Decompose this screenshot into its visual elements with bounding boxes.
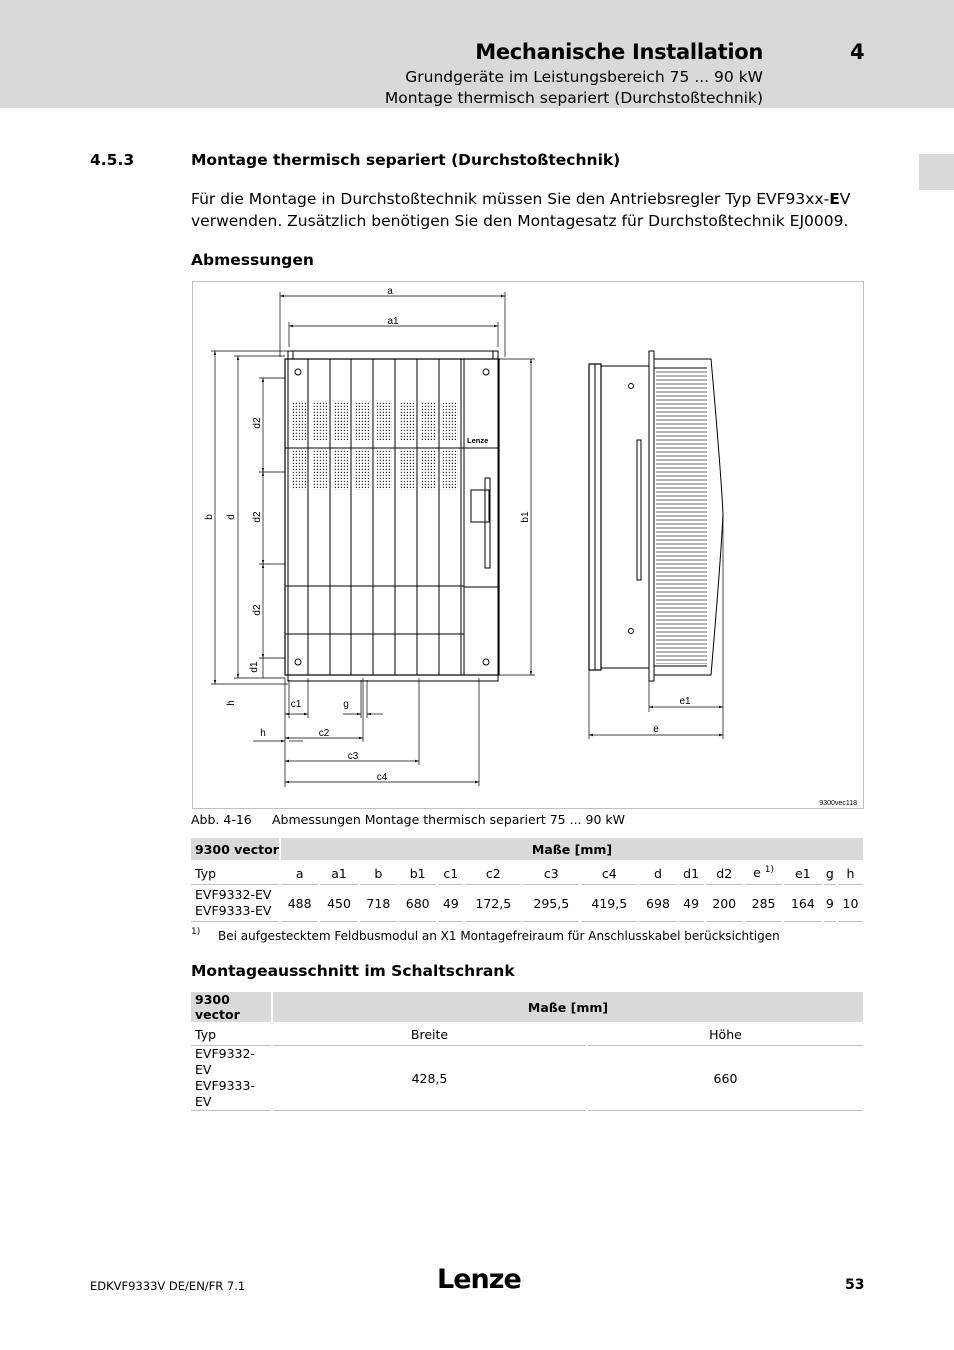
device-brand-label: Lenze bbox=[467, 436, 489, 445]
table-col-e1: e1 bbox=[784, 862, 821, 885]
dim-label-e1: e1 bbox=[679, 696, 691, 707]
dim-label-b: b bbox=[204, 514, 215, 520]
table-typ-label: Typ bbox=[191, 862, 279, 885]
cutout-type-line-1: EVF9332-EV bbox=[195, 1046, 255, 1077]
footnote-mark: 1) bbox=[191, 927, 201, 937]
table-col-d2: d2 bbox=[706, 862, 743, 885]
page-subtitle-2: Montage thermisch separiert (Durchstoßtechnik) bbox=[384, 89, 763, 107]
dim-label-h-side: h bbox=[226, 700, 237, 706]
dim-label-a: a bbox=[387, 286, 393, 297]
figure-caption-text: Abmessungen Montage thermisch separiert 75 ... 90 kW bbox=[272, 812, 625, 827]
table-row bbox=[191, 885, 863, 922]
table-col-c1: c1 bbox=[438, 862, 463, 885]
table-col-g: g bbox=[824, 862, 836, 885]
table-col-b: b bbox=[360, 862, 397, 885]
value-d2: 200 bbox=[706, 885, 743, 922]
section-number: 4.5.3 bbox=[90, 151, 135, 169]
section-title: Montage thermisch separiert (Durchstoßtechnik) bbox=[191, 151, 621, 169]
table-col-a: a bbox=[281, 862, 318, 885]
table-header-row bbox=[191, 838, 863, 862]
ausschnitt-heading: Montageausschnitt im Schaltschrank bbox=[191, 962, 515, 980]
dim-label-d2-mid: d2 bbox=[252, 511, 263, 523]
figure-id: 9300vec118 bbox=[819, 800, 857, 807]
cutout-table bbox=[189, 992, 865, 1111]
dim-label-h: h bbox=[260, 728, 266, 739]
table-row bbox=[191, 1046, 863, 1111]
table-row-types bbox=[191, 885, 279, 922]
footer-doc-id: EDKVF9333V DE/EN/FR 7.1 bbox=[90, 1279, 246, 1293]
dim-label-d: d bbox=[226, 514, 237, 520]
table-col-c4: c4 bbox=[581, 862, 637, 885]
type-line-2: EVF9333-EV bbox=[195, 903, 272, 918]
page-subtitle-1: Grundgeräte im Leistungsbereich 75 ... 90 kW bbox=[405, 68, 763, 86]
cutout-value-hoehe: 660 bbox=[588, 1046, 863, 1111]
dim-label-d1: d1 bbox=[249, 661, 260, 673]
value-c1: 49 bbox=[438, 885, 463, 922]
vent-grilles bbox=[291, 401, 458, 490]
dim-label-d2-top: d2 bbox=[252, 417, 263, 429]
cutout-header-row bbox=[191, 992, 863, 1024]
dim-label-a1: a1 bbox=[387, 316, 399, 327]
footnote-text: Bei aufgestecktem Feldbusmodul an X1 Montagefreiraum für Anschlusskabel berücksichtigen bbox=[218, 929, 780, 943]
table-header-series: 9300 vector bbox=[191, 838, 279, 862]
dim-label-c1: c1 bbox=[290, 699, 302, 710]
dim-label-c3: c3 bbox=[347, 751, 359, 762]
table-col-c3: c3 bbox=[523, 862, 579, 885]
chapter-side-tab bbox=[919, 154, 954, 190]
dim-label-b1: b1 bbox=[520, 511, 531, 523]
dimensions-table bbox=[189, 838, 865, 922]
table-col-b1: b1 bbox=[399, 862, 436, 885]
dimension-drawing bbox=[192, 281, 864, 809]
figure-caption-number: Abb. 4-16 bbox=[191, 812, 252, 827]
cutout-col-breite: Breite bbox=[273, 1024, 586, 1046]
table-col-e bbox=[745, 862, 782, 885]
dim-label-e: e bbox=[653, 724, 659, 735]
cutout-column-row bbox=[191, 1024, 863, 1046]
dim-label-c4: c4 bbox=[376, 772, 388, 783]
cutout-typ-label: Typ bbox=[191, 1024, 271, 1046]
dimension-drawing-svg bbox=[193, 282, 865, 810]
dim-label-d2-bottom: d2 bbox=[252, 604, 263, 616]
value-c4: 419,5 bbox=[581, 885, 637, 922]
front-view bbox=[285, 351, 499, 681]
footer-page-number: 53 bbox=[845, 1277, 865, 1293]
table-col-e-footnote: 1) bbox=[764, 865, 775, 876]
table-column-row bbox=[191, 862, 863, 885]
value-d: 698 bbox=[639, 885, 676, 922]
intro-text-1: Für die Montage in Durchstoßtechnik müssen Sie den Antriebsregler Typ EVF93xx- bbox=[191, 190, 830, 208]
intro-text-2: V verwenden. Zusätzlich benötigen Sie den Montagesatz für Durchstoßtechnik EJ0009. bbox=[191, 190, 851, 230]
dim-label-g: g bbox=[343, 699, 349, 710]
value-g: 9 bbox=[824, 885, 836, 922]
value-b: 718 bbox=[360, 885, 397, 922]
table-col-d1: d1 bbox=[679, 862, 704, 885]
cutout-type-line-2: EVF9333-EV bbox=[195, 1078, 255, 1109]
value-d1: 49 bbox=[679, 885, 704, 922]
table-col-e-label: e bbox=[753, 865, 761, 881]
value-c3: 295,5 bbox=[523, 885, 579, 922]
cutout-header-series: 9300 vector bbox=[191, 992, 271, 1024]
value-e1: 164 bbox=[784, 885, 821, 922]
value-a1: 450 bbox=[320, 885, 357, 922]
footer-logo: Lenze bbox=[437, 1264, 521, 1295]
chapter-number: 4 bbox=[850, 40, 865, 64]
abmessungen-heading: Abmessungen bbox=[191, 251, 314, 269]
value-b1: 680 bbox=[399, 885, 436, 922]
cutout-value-breite: 428,5 bbox=[273, 1046, 586, 1111]
dim-label-c2: c2 bbox=[318, 728, 330, 739]
value-h: 10 bbox=[838, 885, 863, 922]
value-e: 285 bbox=[745, 885, 782, 922]
table-col-c2: c2 bbox=[465, 862, 521, 885]
value-c2: 172,5 bbox=[465, 885, 521, 922]
table-col-a1: a1 bbox=[320, 862, 357, 885]
table-col-d: d bbox=[639, 862, 676, 885]
cutout-header-masse: Maße [mm] bbox=[273, 992, 863, 1024]
intro-paragraph bbox=[191, 188, 871, 232]
table-col-h: h bbox=[838, 862, 863, 885]
cutout-col-hoehe: Höhe bbox=[588, 1024, 863, 1046]
value-a: 488 bbox=[281, 885, 318, 922]
type-line-1: EVF9332-EV bbox=[195, 887, 272, 902]
page-title: Mechanische Installation bbox=[475, 40, 763, 64]
cutout-row-types bbox=[191, 1046, 271, 1111]
heatsink-fins bbox=[656, 370, 707, 664]
table-header-masse: Maße [mm] bbox=[281, 838, 863, 862]
intro-bold: E bbox=[829, 190, 840, 208]
